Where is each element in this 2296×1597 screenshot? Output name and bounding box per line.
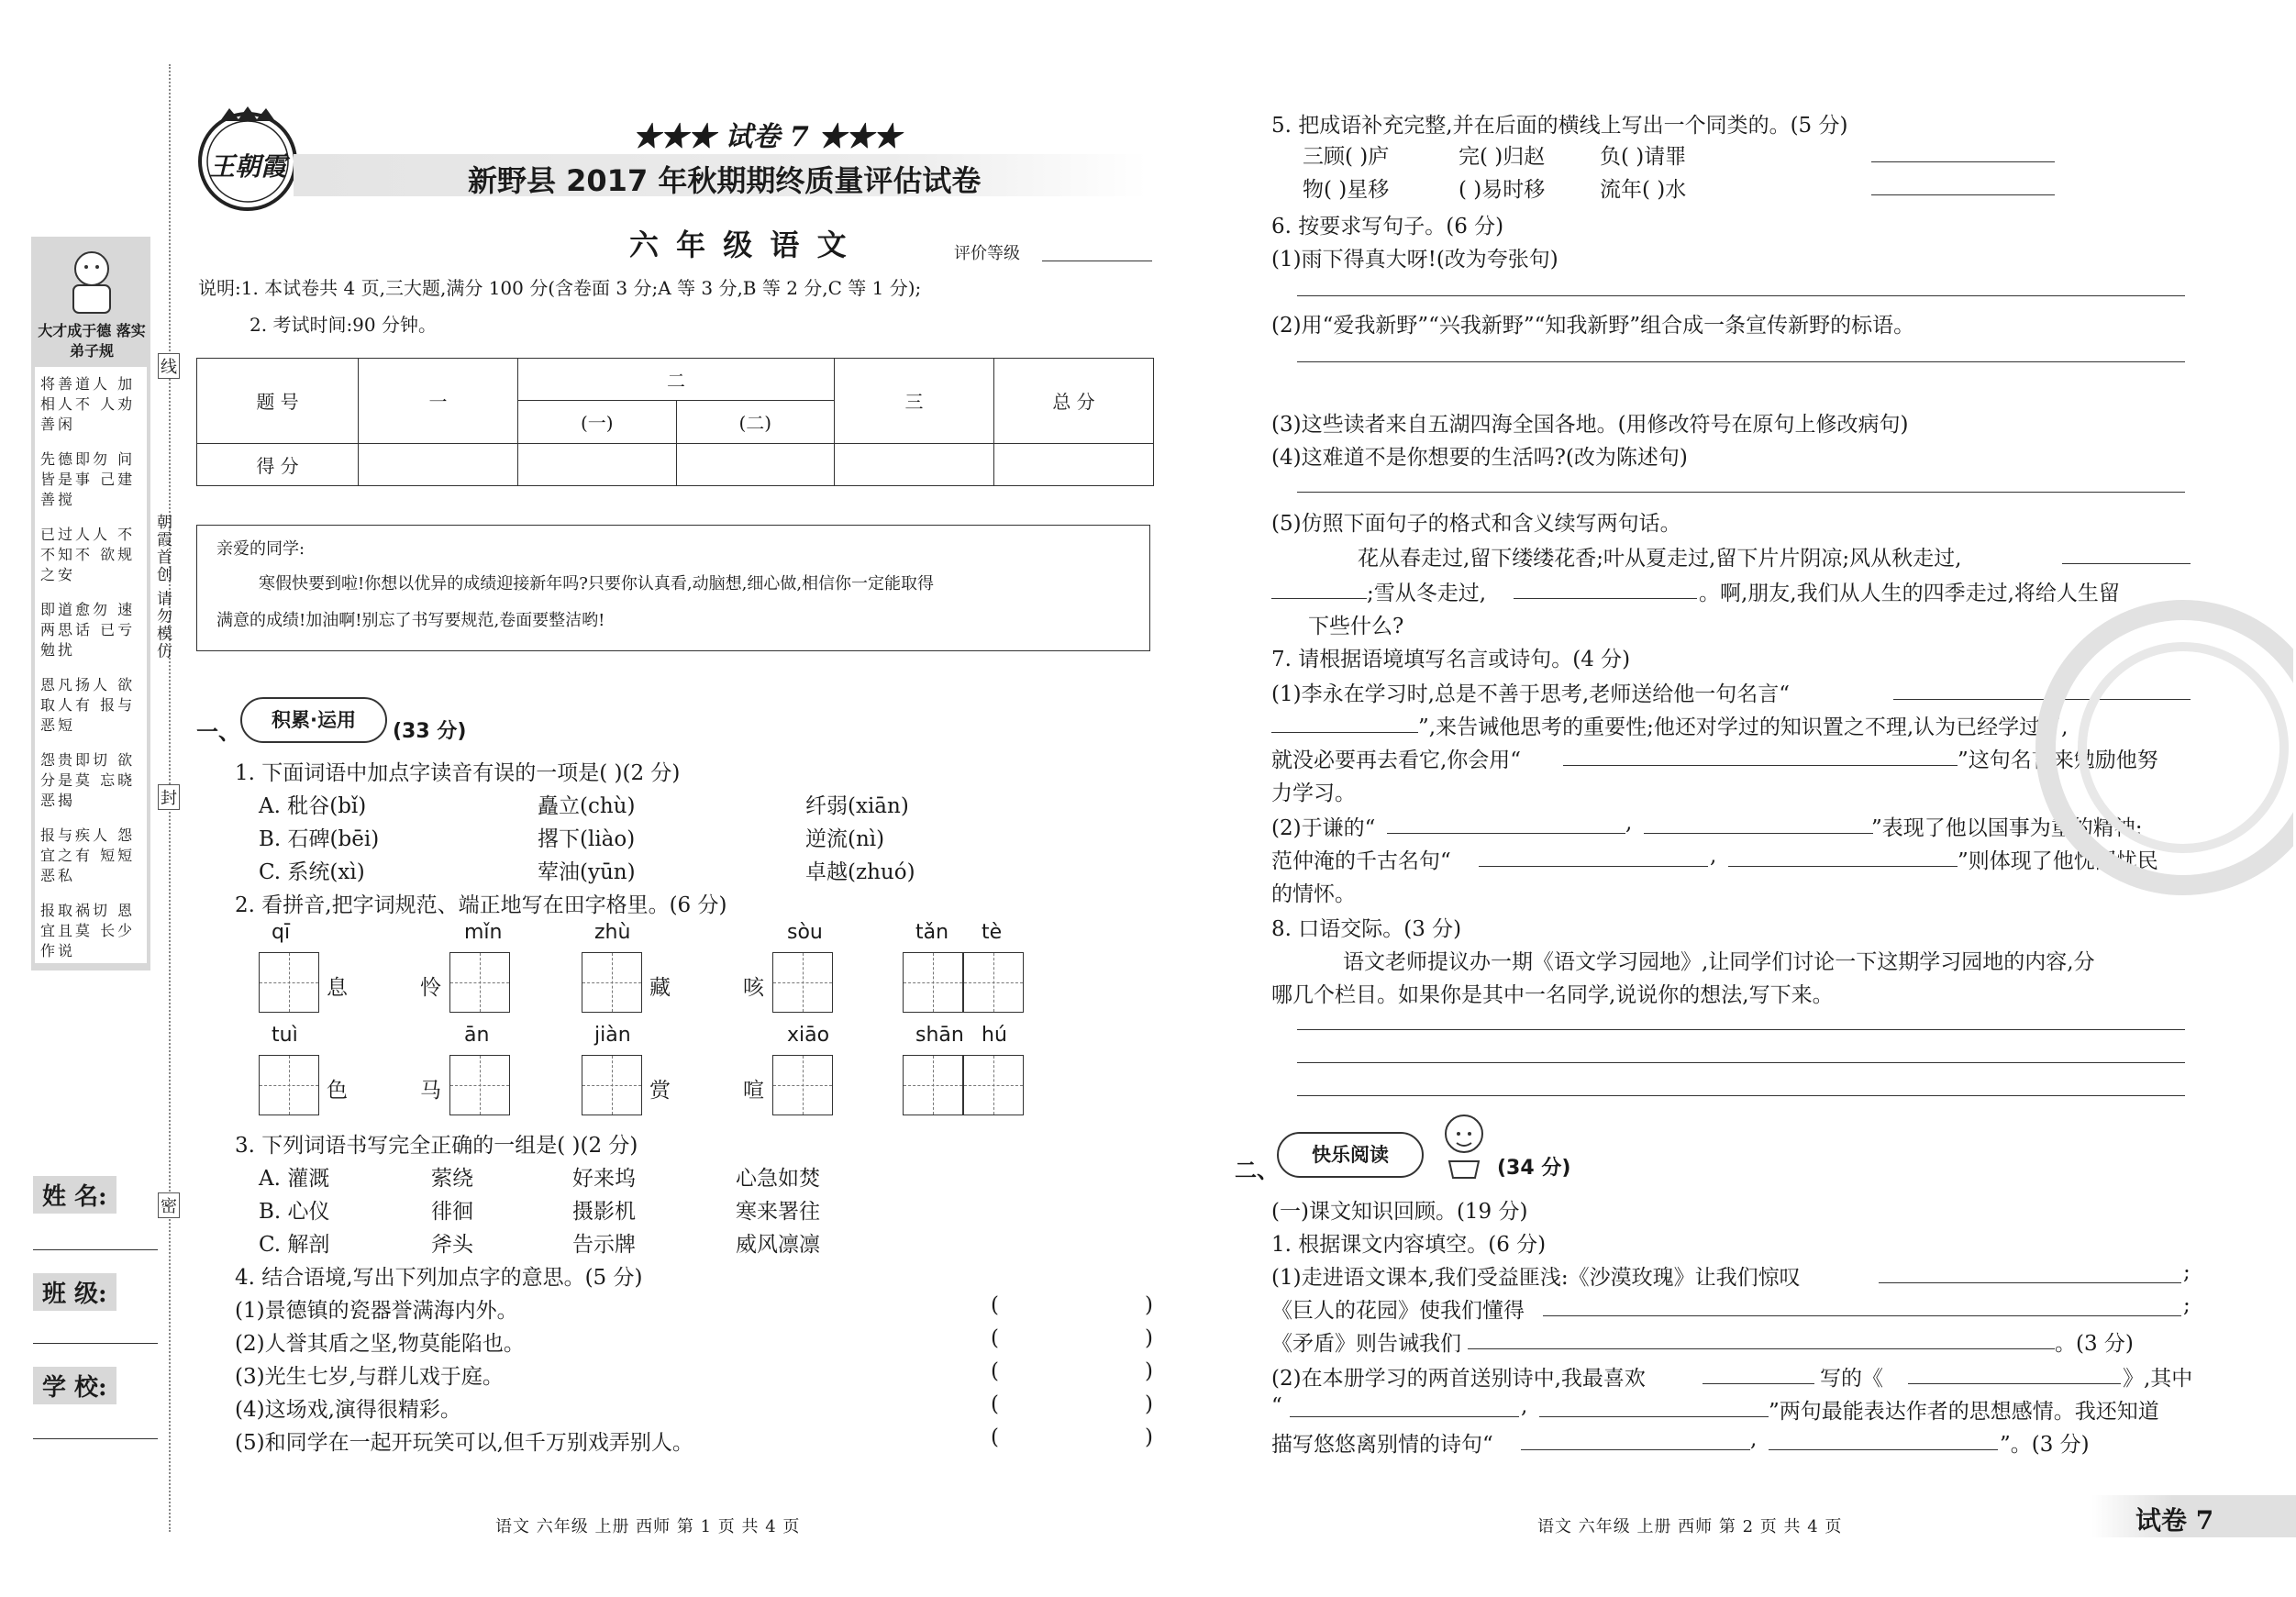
q1-option[interactable]: A. 秕谷(bǐ) xyxy=(259,794,367,818)
q4-paren-close: ) xyxy=(1145,1425,1153,1449)
q8-answer-1[interactable] xyxy=(1297,1029,2185,1030)
section2-prefix: 二、 xyxy=(1235,1157,1279,1183)
series-text: 试卷 7 xyxy=(725,121,809,153)
pinyin-label: mǐn xyxy=(464,921,503,944)
q8-l2: 哪几个栏目。如果你是其中一名同学,说说你的想法,写下来。 xyxy=(1271,983,1834,1007)
section2-b3b: , xyxy=(1750,1427,1758,1451)
watermark-seal xyxy=(2018,596,2293,899)
tianzi-cell[interactable] xyxy=(963,1055,1024,1115)
tianzi-cell[interactable] xyxy=(259,1055,319,1115)
pinyin-label: ān xyxy=(464,1024,490,1047)
q4-paren-open: ( xyxy=(991,1359,999,1383)
q7-l6a: 范仲淹的千古名句“ xyxy=(1271,849,1451,873)
q3-stem: 3. 下列词语书写完全正确的一组是( )(2 分) xyxy=(235,1134,638,1158)
section2-b2a: “ xyxy=(1271,1394,1282,1418)
motto-block: 报与疾人 怨宜之有 短短恶私 xyxy=(40,826,136,884)
q3-option: 萦绕 xyxy=(431,1167,473,1191)
q7-stem: 7. 请根据语境填写名言或诗句。(4 分) xyxy=(1271,648,1631,671)
school-label: 学 校: xyxy=(33,1367,116,1404)
q4-item: (2)人誉其盾之坚,物莫能陷也。 xyxy=(235,1332,525,1356)
q4-answer-slot[interactable] xyxy=(1005,1359,1143,1387)
pinyin-label: tuì xyxy=(272,1024,298,1047)
q4-answer-slot[interactable] xyxy=(1005,1392,1143,1420)
series-label: ★★★ 试卷 7 ★★★ xyxy=(633,121,902,153)
q4-item: (4)这场戏,演得很精彩。 xyxy=(235,1398,461,1422)
q7-l5b: , xyxy=(1625,811,1633,835)
section2-a2-semi: ; xyxy=(2183,1293,2191,1317)
q7-l6b: , xyxy=(1710,844,1717,868)
q4-paren-close: ) xyxy=(1145,1359,1153,1383)
q7-l4: 力学习。 xyxy=(1271,782,1356,805)
q4-paren-open: ( xyxy=(991,1326,999,1350)
section2-b2c: ”两句最能表达作者的思想感情。我还知道 xyxy=(1769,1400,2159,1424)
section2-b1a: (2)在本册学习的两首送别诗中,我最喜欢 xyxy=(1271,1367,1646,1391)
q4-answer-slot[interactable] xyxy=(1005,1293,1143,1321)
q4-item: (5)和同学在一起开玩笑可以,但千万别戏弄别人。 xyxy=(235,1431,693,1455)
section2-a2: 《巨人的花园》使我们懂得 xyxy=(1271,1299,1525,1323)
q6-s5d: 下些什么? xyxy=(1308,615,1404,638)
section2-b3a: 描写悠悠离别情的诗句“ xyxy=(1271,1433,1493,1457)
q3-option[interactable]: C. 解剖 xyxy=(259,1233,330,1257)
section2-b1-blank-2[interactable] xyxy=(1908,1383,2121,1384)
section2-a3-blank[interactable] xyxy=(1468,1348,2055,1349)
q7-l7: 的情怀。 xyxy=(1271,882,1356,906)
q5-idiom[interactable]: 三顾( )庐 xyxy=(1303,145,1390,169)
score-cell-2b[interactable] xyxy=(676,443,835,485)
q6-s1-answer[interactable] xyxy=(1297,295,2185,296)
q4-paren-open: ( xyxy=(991,1293,999,1317)
q3-option[interactable]: A. 灌溉 xyxy=(259,1167,330,1191)
subject-title: 六 年 级 语 文 xyxy=(629,227,850,262)
q3-option: 斧头 xyxy=(431,1233,473,1257)
q7-l5a: (2)于谦的“ xyxy=(1271,816,1376,840)
q6-s4-answer[interactable] xyxy=(1297,492,2185,493)
q3-option: 告示牌 xyxy=(572,1233,636,1257)
section2-b2b: , xyxy=(1521,1394,1528,1418)
q6-s5-blank-1[interactable] xyxy=(2062,563,2191,564)
given-character: 咳 xyxy=(743,976,764,1000)
section2-cloud: 快乐阅读 xyxy=(1277,1132,1424,1178)
tianzi-cell[interactable] xyxy=(903,1055,963,1115)
binding-label-3: 密 xyxy=(158,1192,180,1218)
section2-b2-blank-1[interactable] xyxy=(1290,1416,1519,1417)
tianzi-cell[interactable] xyxy=(449,952,510,1013)
q1-option: 逆流(nì) xyxy=(805,827,885,851)
motto-block: 先德即勿 问皆是事 己建善搅 xyxy=(40,450,136,508)
q5-idiom[interactable]: 流年( )水 xyxy=(1600,178,1687,202)
footer-tag: 试卷 7 xyxy=(2135,1505,2214,1536)
q8-answer-2[interactable] xyxy=(1297,1062,2185,1063)
motto-block: 报取祸切 恩宜且莫 长少作说 xyxy=(40,902,136,959)
pinyin-label: qī xyxy=(272,921,291,944)
class-field[interactable] xyxy=(33,1343,158,1344)
q6-s2-answer[interactable] xyxy=(1297,361,2185,362)
score-head-total: 总 分 xyxy=(994,359,1154,444)
score-sub-1: (一) xyxy=(518,401,677,443)
q1-option: 卓越(zhuó) xyxy=(805,860,915,884)
section2-b1c: 》,其中 xyxy=(2123,1367,2193,1391)
motto-block: 怨贵即切 欲分是莫 忘晓恶揭 xyxy=(40,751,136,809)
score-row-label: 得 分 xyxy=(197,443,359,485)
q7-l2: ”,来告诫他思考的重要性;他还对学过的知识置之不理,认为已经学过了, xyxy=(1418,715,2069,739)
section2-a1-blank[interactable] xyxy=(1879,1282,2181,1283)
pinyin-label: tǎn xyxy=(915,921,949,944)
tianzi-cell[interactable] xyxy=(582,952,642,1013)
q1-option: 撂下(liào) xyxy=(538,827,636,851)
q4-item: (3)光生七岁,与群儿戏于庭。 xyxy=(235,1365,504,1389)
q6-s4: (4)这难道不是你想要的生活吗?(改为陈述句) xyxy=(1271,446,1688,470)
tianzi-cell[interactable] xyxy=(963,952,1024,1013)
q7-l1: (1)李永在学习时,总是不善于思考,老师送给他一句名言“ xyxy=(1271,682,1790,706)
q5-idiom[interactable]: 物( )星移 xyxy=(1303,178,1390,202)
section2-a2-blank[interactable] xyxy=(1543,1315,2181,1316)
q8-stem: 8. 口语交际。(3 分) xyxy=(1271,917,1462,941)
section2-sub1: (一)课文知识回顾。(19 分) xyxy=(1271,1200,1528,1224)
score-cell-1[interactable] xyxy=(359,443,518,485)
q1-option: 矗立(chù) xyxy=(538,794,636,818)
q8-l1: 语文老师提议办一期《语文学习园地》,让同学们讨论一下这期学习园地的内容,分 xyxy=(1343,950,2095,974)
q6-s5: (5)仿照下面句子的格式和含义续写两句话。 xyxy=(1271,512,1681,536)
footer-left: 语文 六年级 上册 西师 第 1 页 共 4 页 xyxy=(495,1517,801,1536)
motto-block: 将善道人 加相人不 人劝善闲 xyxy=(40,375,136,433)
pinyin-label: jiàn xyxy=(594,1024,631,1047)
greeting-body-2: 满意的成绩!加油啊!别忘了书写要规范,卷面要整洁哟! xyxy=(216,611,605,630)
q4-paren-close: ) xyxy=(1145,1392,1153,1416)
q1-option[interactable]: B. 石碑(bēi) xyxy=(259,827,380,851)
tianzi-cell[interactable] xyxy=(582,1055,642,1115)
tianzi-cell[interactable] xyxy=(772,952,833,1013)
name-field[interactable] xyxy=(33,1249,158,1250)
pinyin-label: shān xyxy=(915,1024,964,1047)
score-cell-total[interactable] xyxy=(994,443,1154,485)
q4-paren-close: ) xyxy=(1145,1326,1153,1350)
given-character: 喧 xyxy=(743,1079,764,1103)
section2-a1: (1)走进语文课本,我们受益匪浅:《沙漠玫瑰》让我们惊叹 xyxy=(1271,1266,1801,1290)
q6-s5b: ;雪从冬走过, xyxy=(1367,582,1487,605)
q7-l3b: ”这句名言来勉励他努 xyxy=(1958,749,2158,772)
binding-label-1: 线 xyxy=(158,353,180,379)
section1-prefix: 一、 xyxy=(196,718,240,745)
tianzi-cell[interactable] xyxy=(259,952,319,1013)
section2-b3-blank-2[interactable] xyxy=(1769,1449,1998,1450)
motto-top: 大才成于德 落实弟子规 xyxy=(38,322,146,360)
q3-option: 威风凛凛 xyxy=(736,1233,820,1257)
pinyin-label: tè xyxy=(982,921,1003,944)
q6-stem: 6. 按要求写句子。(6 分) xyxy=(1271,215,1504,238)
binding-note: 朝霞首创 请勿模仿 xyxy=(153,514,172,660)
q4-answer-slot[interactable] xyxy=(1005,1326,1143,1354)
motto-block: 即道愈勿 速两思话 已亏勉扰 xyxy=(40,601,136,659)
q5-answer-line[interactable] xyxy=(1871,194,2055,195)
tianzi-cell[interactable] xyxy=(449,1055,510,1115)
q7-blank-5[interactable] xyxy=(1479,866,1708,867)
q5-idiom[interactable]: ( )易时移 xyxy=(1459,178,1546,202)
name-label: 姓 名: xyxy=(33,1176,116,1214)
given-character: 色 xyxy=(327,1079,348,1103)
pinyin-label: sòu xyxy=(787,921,823,944)
q4-answer-slot[interactable] xyxy=(1005,1425,1143,1453)
q1-stem: 1. 下面词语中加点字读音有误的一项是( )(2 分) xyxy=(235,761,681,785)
score-cell-3[interactable] xyxy=(835,443,994,485)
section2-b3c: ”。(3 分) xyxy=(2000,1433,2090,1457)
q7-blank-1b[interactable] xyxy=(1271,732,1418,733)
motto-block: 已过人人 不不知不 欲规之安 xyxy=(40,526,136,583)
q4-item: (1)景德镇的瓷器誉满海内外。 xyxy=(235,1299,518,1323)
footer-right: 语文 六年级 上册 西师 第 2 页 共 4 页 xyxy=(1537,1517,1843,1536)
section2-score: (34 分) xyxy=(1497,1157,1571,1180)
q1-option[interactable]: C. 系统(xì) xyxy=(259,860,365,884)
pinyin-label: zhù xyxy=(594,921,631,944)
motto-block: 恩凡扬人 欲取人有 报与恶短 xyxy=(40,676,136,734)
score-head-2: 二 xyxy=(518,359,835,401)
q6-s5a: 花从春走过,留下缕缕花香;叶从夏走过,留下片片阴凉;风从秋走过, xyxy=(1358,547,1962,571)
section1-score: (33 分) xyxy=(393,720,467,743)
section2-b1-blank-1[interactable] xyxy=(1703,1383,1814,1384)
tianzi-cell[interactable] xyxy=(772,1055,833,1115)
q5-idiom[interactable]: 负( )请罪 xyxy=(1600,145,1687,169)
q3-option: 心急如焚 xyxy=(736,1167,820,1191)
binding-label-2: 封 xyxy=(158,784,180,810)
score-head-label: 题 号 xyxy=(197,359,359,444)
greeting-body-1: 寒假快要到啦!你想以优异的成绩迎接新年吗?只要你认真看,动脑想,细心做,相信你一定能取得 xyxy=(259,574,935,593)
class-label: 班 级: xyxy=(33,1273,116,1311)
score-sub-2: (二) xyxy=(676,401,835,443)
section2-q1: 1. 根据课文内容填空。(6 分) xyxy=(1271,1233,1547,1257)
score-head-3: 三 xyxy=(835,359,994,444)
q3-option: 徘徊 xyxy=(431,1200,473,1224)
q7-l6c: ”则体现了他忧国忧民 xyxy=(1958,849,2158,873)
section2-b1b: 写的《 xyxy=(1820,1367,1883,1391)
given-character: 马 xyxy=(420,1079,441,1103)
q8-answer-3[interactable] xyxy=(1297,1095,2185,1096)
reading-girl-icon xyxy=(1431,1106,1495,1180)
pinyin-label: xiāo xyxy=(787,1024,830,1047)
q5-answer-line[interactable] xyxy=(1871,161,2055,162)
school-field[interactable] xyxy=(33,1438,158,1439)
section2-b3-blank-1[interactable] xyxy=(1521,1449,1750,1450)
given-character: 怜 xyxy=(420,976,441,1000)
q3-option: 寒来署往 xyxy=(736,1200,820,1224)
q7-blank-2[interactable] xyxy=(1563,765,1958,766)
q6-s5-blank-1b[interactable] xyxy=(1271,598,1367,599)
q6-s3: (3)这些读者来自五湖四海全国各地。(用修改符号在原句上修改病句) xyxy=(1271,413,1909,437)
motto-figure-icon xyxy=(55,243,128,316)
q6-s1: (1)雨下得真大呀!(改为夸张句) xyxy=(1271,248,1558,272)
q5-stem: 5. 把成语补充完整,并在后面的横线上写出一个同类的。(5 分) xyxy=(1271,114,1848,138)
q4-stem: 4. 结合语境,写出下列加点字的意思。(5 分) xyxy=(235,1266,643,1290)
note-1: 说明:1. 本试卷共 4 页,三大题,满分 100 分(含卷面 3 分;A 等 3 分,B 等 2 分,C 等 1 分); xyxy=(198,277,922,299)
q4-paren-open: ( xyxy=(991,1425,999,1449)
given-character: 赏 xyxy=(649,1079,671,1103)
q1-option: 荤油(yūn) xyxy=(538,860,636,884)
q7-blank-3[interactable] xyxy=(1387,833,1625,834)
q6-s5c: 。啊,朋友,我们从人生的四季走过,将给人生留 xyxy=(1699,582,2120,605)
exam-title: 新野县 2017 年秋期期终质量评估试卷 xyxy=(468,163,982,198)
score-table xyxy=(196,358,1154,486)
section2-a3-score: 。(3 分) xyxy=(2055,1332,2134,1356)
note-2: 2. 考试时间:90 分钟。 xyxy=(250,314,437,336)
section2-a1-semi: ; xyxy=(2183,1260,2191,1284)
given-character: 息 xyxy=(327,976,348,1000)
q6-s2: (2)用“爱我新野”“兴我新野”“知我新野”组合成一条宣传新野的标语。 xyxy=(1271,314,1915,338)
q7-l3a: 就没必要再去看它,你会用“ xyxy=(1271,749,1522,772)
q7-l5c: ”表现了他以国事为重的精神; xyxy=(1871,816,2143,840)
q4-paren-close: ) xyxy=(1145,1293,1153,1317)
q6-s5-blank-2[interactable] xyxy=(1514,598,1697,599)
pinyin-label: hú xyxy=(982,1024,1007,1047)
section2-a3: 《矛盾》则告诫我们 xyxy=(1271,1332,1461,1356)
q2-stem: 2. 看拼音,把字词规范、端正地写在田字格里。(6 分) xyxy=(235,893,727,917)
score-head-1: 一 xyxy=(359,359,518,444)
q3-option[interactable]: B. 心仪 xyxy=(259,1200,330,1224)
q3-option: 好来坞 xyxy=(572,1167,636,1191)
given-character: 藏 xyxy=(649,976,671,1000)
greeting-title: 亲爱的同学: xyxy=(216,539,305,559)
q7-blank-4[interactable] xyxy=(1644,833,1873,834)
tianzi-cell[interactable] xyxy=(903,952,963,1013)
logo-text: 王朝霞 xyxy=(209,151,287,182)
q7-blank-6[interactable] xyxy=(1728,866,1958,867)
q4-paren-open: ( xyxy=(991,1392,999,1416)
grade-label: 评价等级 xyxy=(954,244,1020,263)
section2-b2-blank-2[interactable] xyxy=(1539,1416,1769,1417)
section1-cloud: 积累·运用 xyxy=(240,697,387,743)
q5-idiom[interactable]: 完( )归赵 xyxy=(1459,145,1546,169)
score-cell-2a[interactable] xyxy=(518,443,677,485)
q1-option: 纤弱(xiān) xyxy=(805,794,909,818)
q3-option: 摄影机 xyxy=(572,1200,636,1224)
